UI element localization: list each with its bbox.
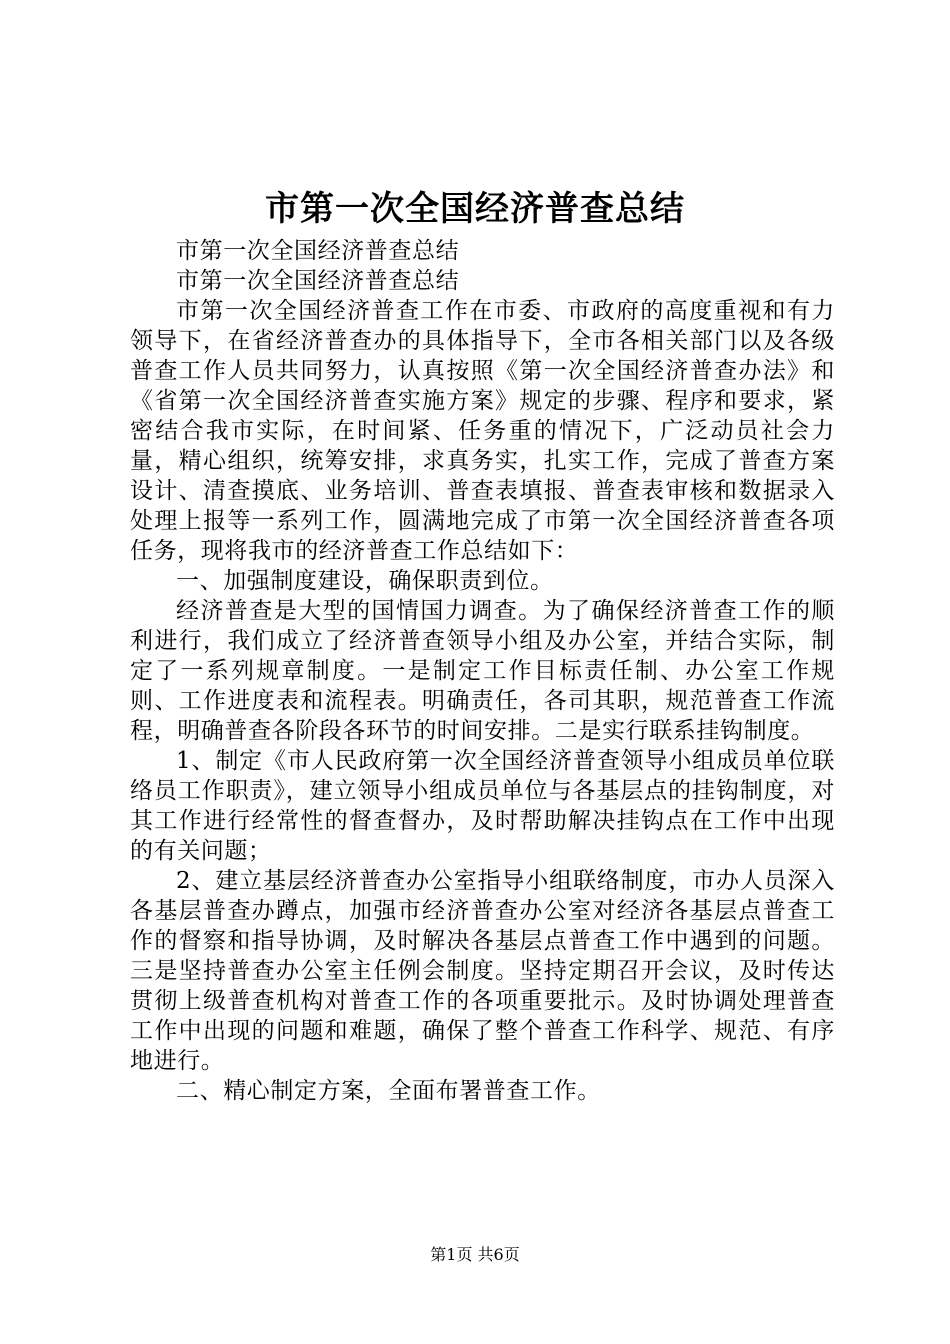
body-paragraph: 1、制定《市人民政府第一次全国经济普查领导小组成员单位联络员工作职责》，建立领导小组成员单位与各基层点的挂钩制度，对其工作进行经常性的督查督办，及时帮助解决挂钩点在工作中出现的有关问题；: [130, 748, 835, 864]
document-title: 市第一次全国经济普查总结: [265, 189, 685, 229]
body-paragraph: 2、建立基层经济普查办公室指导小组联络制度，市办人员深入各基层普查办蹲点，加强市经济普查办公室对经济各基层点普查工作的督察和指导协调，及时解决各基层点普查工作中遇到的问题。三是坚持普查办公室主任例会制度。坚持定期召开会议，及时传达贯彻上级普查机构对普查工作的各项重要批示。及时协调处理普查工作中出现的问题和难题，确保了整个普查工作科学、规范、有序地进行。: [130, 868, 835, 1074]
page-number: 第1页 共6页: [430, 1245, 520, 1264]
section-heading: 一、加强制度建设，确保职责到位。: [176, 568, 554, 594]
body-paragraph: 经济普查是大型的国情国力调查。为了确保经济普查工作的顺利进行，我们成立了经济普查领导小组及办公室，并结合实际，制定了一系列规章制度。一是制定工作目标责任制、办公室工作规则、工作进度表和流程表。明确责任，各司其职，规范普查工作流程，明确普查各阶段各环节的时间安排。二是实行联系挂钩制度。: [130, 598, 835, 744]
subtitle-line: 市第一次全国经济普查总结: [176, 268, 460, 294]
section-heading: 二、精心制定方案，全面布署普查工作。: [176, 1078, 601, 1104]
document-body: [130, 236, 835, 1106]
subtitle-line: 市第一次全国经济普查总结: [176, 238, 460, 264]
intro-paragraph: 市第一次全国经济普查工作在市委、市政府的高度重视和有力领导下，在省经济普查办的具体指导下，全市各相关部门以及各级普查工作人员共同努力，认真按照《第一次全国经济普查办法》和《省第一次全国经济普查实施方案》规定的步骤、程序和要求，紧密结合我市实际，在时间紧、任务重的情况下，广泛动员社会力量，精心组织，统筹安排，求真务实，扎实工作，完成了普查方案设计、清查摸底、业务培训、普查表填报、普查表审核和数据录入处理上报等一系列工作，圆满地完成了市第一次全国经济普查各项任务，现将我市的经济普查工作总结如下：: [130, 298, 835, 564]
